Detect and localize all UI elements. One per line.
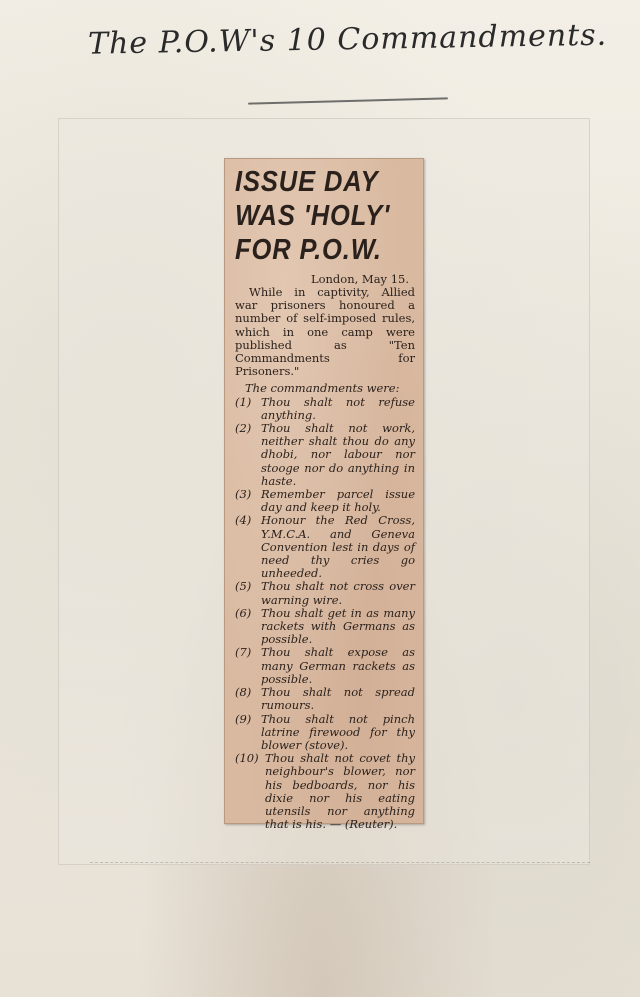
commandment-item xyxy=(235,422,415,488)
commandment-text: Thou shalt not work, neither shalt thou do any dhobi, nor labour nor stooge nor do anything in haste. xyxy=(261,421,415,488)
dateline: London, May 15. xyxy=(310,272,409,286)
commandment-text: Thou shalt not refuse anything. xyxy=(261,394,415,422)
commandment-number: (6) xyxy=(235,605,252,620)
commandment-item xyxy=(235,607,415,647)
commandment-text: Thou shalt expose as many German rackets as possible. xyxy=(261,645,415,686)
commandment-text: Remember parcel issue day and keep it holy. xyxy=(261,487,415,515)
newspaper-clipping xyxy=(224,158,424,832)
commandment-item xyxy=(235,580,415,606)
commandment-item xyxy=(235,488,415,514)
commandment-number: (7) xyxy=(235,645,252,660)
commandments-lead: The commandments were: xyxy=(245,381,400,396)
commandment-number: (5) xyxy=(235,579,252,594)
handwritten-title: The P.O.W's 10 Commandments. xyxy=(87,17,608,62)
commandment-number: (4) xyxy=(235,513,252,528)
commandment-item xyxy=(235,686,415,712)
commandment-text: Thou shalt not covet thy neighbour's blower, nor his bedboards, nor his dixie nor his eating utensils nor anything that is his. — (Reuter). xyxy=(265,751,415,832)
headline-line-3: FOR P.O.W. xyxy=(235,234,382,266)
commandment-text: Honour the Red Cross, Y.M.C.A. and Geneva Convention lest in days of need thy cries go unheeded. xyxy=(261,513,415,581)
commandment-text: Thou shalt not pinch latrine firewood for thy blower (stove). xyxy=(261,711,415,752)
commandment-number: (3) xyxy=(235,487,252,502)
commandment-number: (9) xyxy=(235,711,252,726)
headline-line-2: WAS 'HOLY' xyxy=(235,200,391,232)
commandment-item xyxy=(235,713,415,753)
mount-edge-line xyxy=(90,862,590,864)
headline-line-1: ISSUE DAY xyxy=(235,166,379,198)
commandment-text: Thou shalt get in as many rackets with Germans as possible. xyxy=(261,605,415,647)
commandment-number: (8) xyxy=(235,685,252,700)
commandment-number: (2) xyxy=(235,421,252,436)
commandment-number: (1) xyxy=(235,394,252,409)
headline xyxy=(235,165,415,267)
handwritten-underline xyxy=(248,97,448,104)
commandment-text: Thou shalt not spread rumours. xyxy=(261,685,415,713)
commandment-item xyxy=(235,752,415,831)
commandment-item xyxy=(235,396,415,422)
commandment-item xyxy=(235,514,415,580)
commandment-text: Thou shalt not cross over warning wire. xyxy=(261,579,415,607)
commandment-item xyxy=(235,646,415,686)
commandment-number: (10) xyxy=(235,751,259,766)
intro-paragraph: While in captivity, Allied war prisoners honoured a number of self-imposed rules, which in one camp were published as "Ten Commandments for Prisoners." xyxy=(235,285,415,379)
